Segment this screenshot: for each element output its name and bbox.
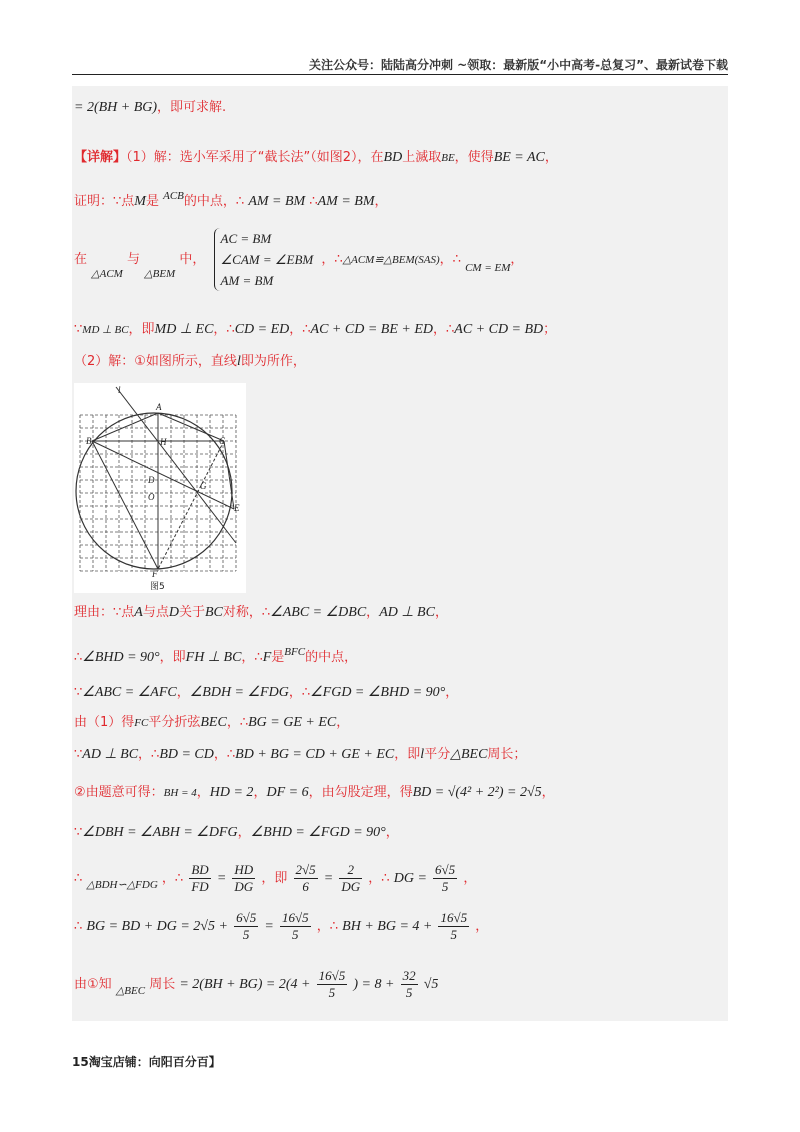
- label-B: B: [86, 436, 92, 446]
- fraction-hd-dg: $\frac{HD}{DG}$: [234, 862, 254, 894]
- congruence-system: AC = BM ∠CAM = ∠EBM AM = BM: [214, 228, 314, 291]
- line-7: 理由：∵点A与点D关于BC对称，∴∠ABC = ∠DBC，AD ⊥ BC，: [74, 605, 448, 620]
- line-6: （2）解：①如图所示，直线l即为所作，: [74, 354, 306, 369]
- label-G: G: [200, 481, 207, 491]
- fraction-16root5-5-c: $\frac{16√5}{5}$: [318, 968, 346, 1000]
- line-4: 在 $_{\triangle ACM}$ 与 $_{\triangle BEM}$ 中， AC = BM ∠CAM = ∠EBM AM = BM ，∴△ACM≌△BEM(SAS)，∴ $_{CM = EM}$，: [74, 228, 523, 291]
- line-3: 证明：∵点M是 $^{ACB}$的中点，∴ AM = BM ∴AM = BM，: [74, 190, 388, 209]
- line-9: ∵∠ABC = ∠AFC，∠BDH = ∠FDG，∴∠FGD = ∠BHD = 90°，: [74, 685, 459, 700]
- line-12: ②由题意可得：BH = 4，HD = 2，DF = 6，由勾股定理，得BD = √(4² + 2²) = 2√5，: [74, 785, 555, 800]
- line-16: 由①知 $_{\triangle BEC}$ 周长 = 2(BH + BG) = 2(4 + $\frac{16√5}{5}$ ) = 8 + $\frac{32}{5}$ √5: [74, 968, 439, 1000]
- line-15: ∴ BG = BD + DG = 2√5 + $\frac{6√5}{5}$ = $\frac{16√5}{5}$ ，∴ BH + BG = 4 + $\frac{16√5}{5}$ ，: [74, 910, 489, 942]
- label-C: C: [219, 436, 226, 446]
- fraction-dg-value: $\frac{6√5}{5}$: [435, 862, 456, 894]
- line-11: ∵AD ⊥ BC，∴BD = CD，∴BD + BG = CD + GE + EC，即l平分△BEC周长；: [74, 747, 527, 762]
- fraction-6root5-5: $\frac{6√5}{5}$: [236, 910, 257, 942]
- figure-svg: [74, 383, 246, 593]
- line-14: ∴ $_{\triangle BDH∽\triangle FDG}$ ，∴ $\frac{BD}{FD}$ = $\frac{HD}{DG}$ ，即 $\frac{2√5}{6}$ = $\frac{2}{DG}$ ，∴ DG = $\frac{6√5}{5}$ ，: [74, 862, 477, 894]
- fraction-16root5-5: $\frac{16√5}{5}$: [281, 910, 309, 942]
- line-13: ∵∠DBH = ∠ABH = ∠DFG，∠BHD = ∠FGD = 90°，: [74, 825, 399, 840]
- label-D: D: [148, 475, 155, 485]
- header-rule: [72, 74, 728, 75]
- fraction-32-5: $\frac{32}{5}$: [402, 968, 416, 1000]
- line-10: 由（1）得FC平分折弦BEC，∴BG = GE + EC，: [74, 715, 350, 730]
- line-5: ∵MD ⊥ BC，即MD ⊥ EC，∴CD = ED，∴AC + CD = BE + ED，∴AC + CD = BD；: [74, 322, 557, 337]
- page-footer: 15淘宝店铺：向阳百分百】: [72, 1055, 221, 1069]
- fraction-2-dg: $\frac{2}{DG}$: [341, 862, 361, 894]
- label-l: l: [118, 385, 121, 395]
- label-A: A: [156, 402, 162, 412]
- line-2: 【详解】（1）解：选小军采用了“截长法”（如图2），在BD上滅取BE，使得BE = AC，: [74, 150, 558, 165]
- fraction-2root5-6: $\frac{2√5}{6}$: [295, 862, 316, 894]
- label-H: H: [160, 437, 167, 447]
- fraction-16root5-5-b: $\frac{16√5}{5}$: [440, 910, 468, 942]
- page-header: 关注公众号：陆陆高分冲刺 ~领取：最新版“小中高考-总复习”、最新试卷下载: [309, 58, 728, 72]
- line-1: = 2(BH + BG)，即可求解.: [74, 100, 227, 115]
- label-E: E: [234, 503, 240, 513]
- line-8: ∴∠BHD = 90°，即FH ⊥ BC，∴F是$^{BFC}$的中点，: [74, 646, 358, 665]
- figure-lines: [92, 387, 236, 569]
- label-F: F: [152, 569, 158, 579]
- figure-caption: 图5: [150, 582, 165, 592]
- geometry-figure: [74, 383, 246, 593]
- fraction-bd-fd: $\frac{BD}{FD}$: [191, 862, 209, 894]
- label-O: O: [148, 492, 155, 502]
